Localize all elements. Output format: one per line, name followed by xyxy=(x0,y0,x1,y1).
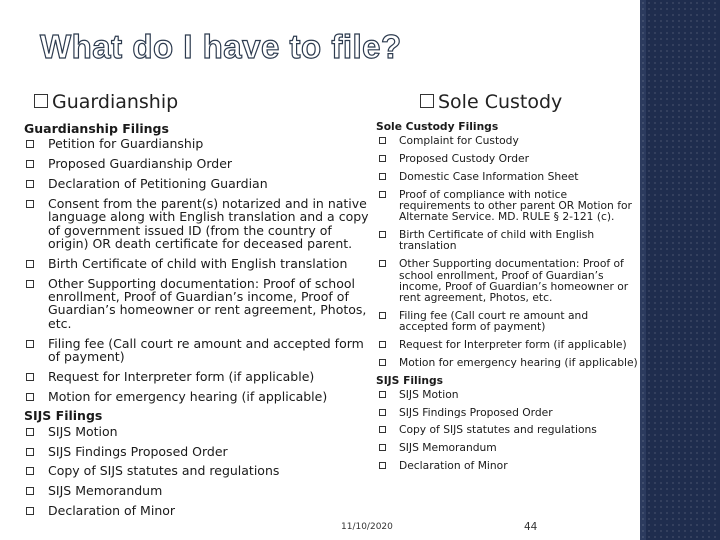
checkbox-icon xyxy=(379,173,386,180)
list-item: Motion for emergency hearing (if applicable) xyxy=(376,357,638,368)
list-item: Proof of compliance with notice requirements to other parent OR Motion for Alternate Service. MD. RULE § 2-121 (c). xyxy=(376,189,638,223)
checkbox-icon xyxy=(379,359,386,366)
list-item: Motion for emergency hearing (if applicable) xyxy=(24,390,369,403)
checkbox-icon xyxy=(26,487,34,495)
guardianship-filings-list xyxy=(24,137,369,403)
header-guardianship xyxy=(34,91,178,113)
sijs-filings-list xyxy=(24,425,369,518)
checkbox-icon xyxy=(379,462,386,469)
checkbox-icon xyxy=(26,507,34,515)
list-item: Consent from the parent(s) notarized and in native language along with English translation and a copy of government issued ID (from the country of origin) OR death certificate for deceased parent. xyxy=(24,197,369,251)
header-sole-custody-label: Sole Custody xyxy=(438,91,563,113)
list-item: SIJS Memorandum xyxy=(24,484,369,497)
checkbox-icon xyxy=(379,231,386,238)
checkbox-icon xyxy=(420,94,434,108)
checkbox-icon xyxy=(379,191,386,198)
section-title: SIJS Filings xyxy=(24,408,103,424)
list-item: SIJS Memorandum xyxy=(376,442,638,453)
checkbox-icon xyxy=(379,260,386,267)
list-item: SIJS Motion xyxy=(24,425,369,438)
checkbox-icon xyxy=(379,426,386,433)
list-item: Birth Certificate of child with English translation xyxy=(24,257,369,270)
checkbox-icon xyxy=(26,140,34,148)
list-item: Copy of SIJS statutes and regulations xyxy=(376,424,638,435)
list-item: Request for Interpreter form (if applicable) xyxy=(24,370,369,383)
checkbox-icon xyxy=(26,467,34,475)
footer-date: 11/10/2020 xyxy=(341,522,393,532)
section-title: Guardianship Filings xyxy=(24,121,169,136)
sidebar-texture xyxy=(640,0,720,540)
list-item: Filing fee (Call court re amount and accepted form of payment) xyxy=(24,337,369,364)
checkbox-icon xyxy=(34,94,48,108)
list-item: Domestic Case Information Sheet xyxy=(376,171,638,182)
sole-custody-column xyxy=(376,121,638,478)
list-item: Petition for Guardianship xyxy=(24,137,369,150)
checkbox-icon xyxy=(26,393,34,401)
checkbox-icon xyxy=(26,200,34,208)
page-number: 44 xyxy=(524,521,538,533)
list-item: SIJS Findings Proposed Order xyxy=(24,445,369,458)
list-item: Request for Interpreter form (if applicable) xyxy=(376,339,638,350)
header-guardianship-label: Guardianship xyxy=(52,91,179,113)
checkbox-icon xyxy=(26,373,34,381)
checkbox-icon xyxy=(379,155,386,162)
checkbox-icon xyxy=(26,260,34,268)
decorative-sidebar xyxy=(640,0,720,540)
list-item: SIJS Findings Proposed Order xyxy=(376,407,638,418)
list-item: Complaint for Custody xyxy=(376,135,638,146)
checkbox-icon xyxy=(379,409,386,416)
list-item: Proposed Custody Order xyxy=(376,153,638,164)
slide-title: What do I have to file? xyxy=(40,28,402,65)
guardianship-column xyxy=(24,122,369,524)
list-item: Other Supporting documentation: Proof of school enrollment, Proof of Guardian’s income, Proof of Guardian’s homeowner or rent agreement, Photos, etc. xyxy=(24,277,369,331)
checkbox-icon xyxy=(26,340,34,348)
list-item: Filing fee (Call court re amount and accepted form of payment) xyxy=(376,310,638,333)
checkbox-icon xyxy=(26,448,34,456)
list-item: Other Supporting documentation: Proof of school enrollment, Proof of Guardian’s income, Proof of Guardian’s homeowner or rent agreement, Photos, etc. xyxy=(376,258,638,304)
list-item: Declaration of Petitioning Guardian xyxy=(24,177,369,190)
checkbox-icon xyxy=(379,444,386,451)
checkbox-icon xyxy=(379,312,386,319)
checkbox-icon xyxy=(26,160,34,168)
list-item: Declaration of Minor xyxy=(376,460,638,471)
checkbox-icon xyxy=(26,428,34,436)
checkbox-icon xyxy=(26,280,34,288)
list-item: Declaration of Minor xyxy=(24,504,369,517)
list-item: Copy of SIJS statutes and regulations xyxy=(24,464,369,477)
checkbox-icon xyxy=(26,180,34,188)
list-item: SIJS Motion xyxy=(376,389,638,400)
checkbox-icon xyxy=(379,341,386,348)
list-item: Birth Certificate of child with English translation xyxy=(376,229,638,252)
sole-custody-filings-list xyxy=(376,135,638,368)
checkbox-icon xyxy=(379,391,386,398)
section-title: Sole Custody Filings xyxy=(376,120,499,133)
section-title: SIJS Filings xyxy=(376,373,443,387)
sijs-filings-list xyxy=(376,389,638,471)
header-sole-custody xyxy=(420,91,562,113)
list-item: Proposed Guardianship Order xyxy=(24,157,369,170)
checkbox-icon xyxy=(379,137,386,144)
